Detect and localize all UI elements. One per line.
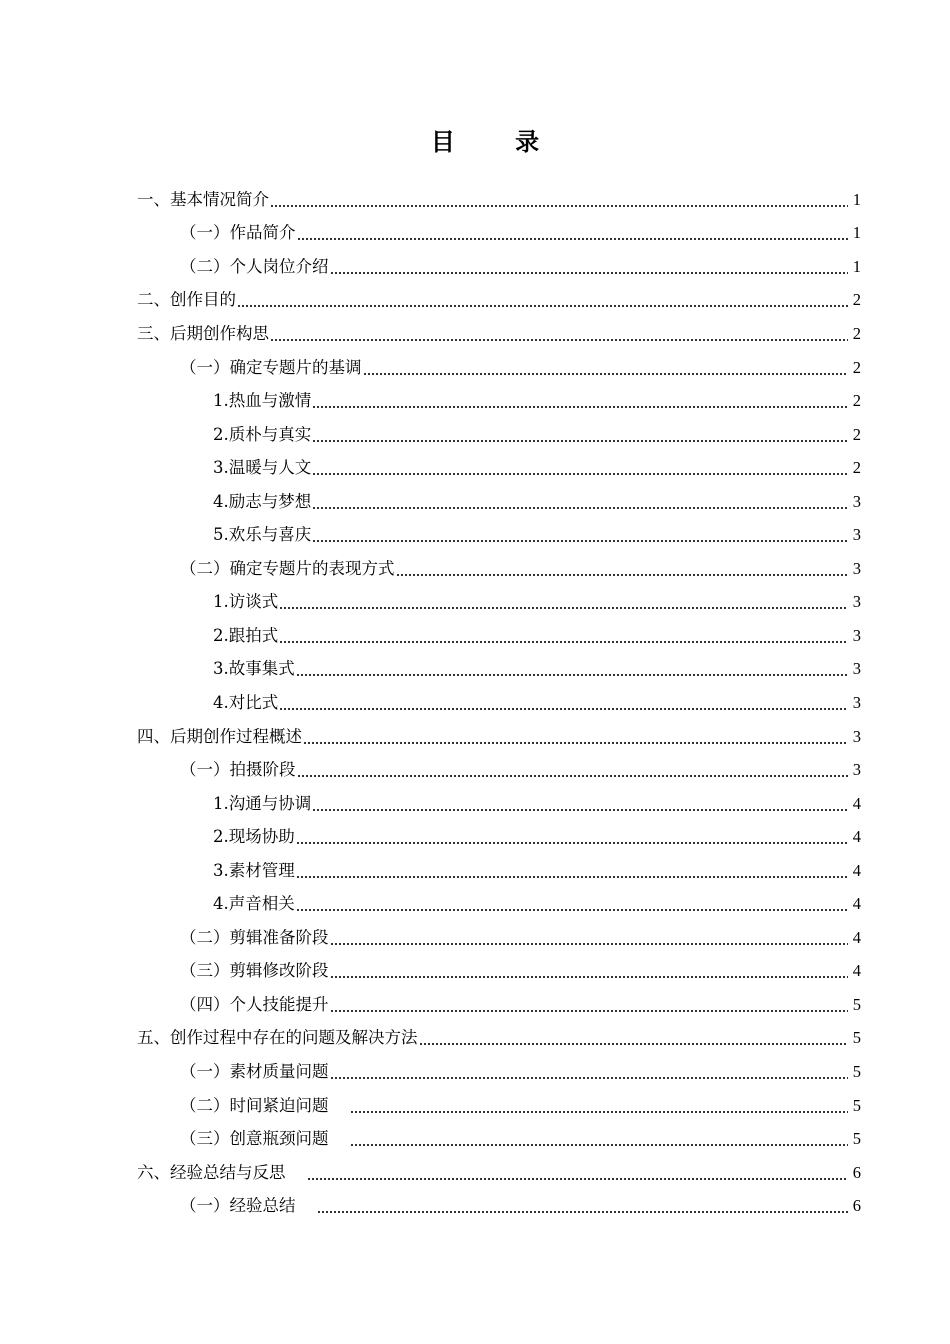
toc-dot-leader — [312, 540, 848, 542]
toc-entry[interactable] — [0, 1022, 950, 1056]
toc-dot-leader — [297, 775, 849, 777]
toc-dot-leader — [350, 1111, 849, 1113]
toc-dot-leader — [317, 1211, 849, 1213]
toc-page-number: 5 — [852, 1028, 861, 1048]
toc-entry-title: 3.故事集式 — [213, 659, 295, 679]
toc-entry-title: （一）素材质量问题 — [180, 1061, 329, 1081]
toc-entry-title: 2.跟拍式 — [213, 625, 279, 645]
toc-entry[interactable] — [0, 921, 950, 955]
toc-page-number: 4 — [852, 827, 861, 847]
toc-entry-title: （三）剪辑修改阶段 — [180, 961, 329, 981]
toc-dot-leader — [312, 406, 848, 408]
toc-dot-leader — [296, 842, 848, 844]
toc-entry[interactable] — [0, 418, 950, 452]
toc-entry[interactable] — [0, 787, 950, 821]
toc-dot-leader — [279, 641, 848, 643]
toc-entry-title: 一、基本情况简介 — [137, 189, 269, 209]
toc-entry[interactable] — [0, 1189, 950, 1223]
toc-entry-title: 六、经验总结与反思 — [137, 1162, 286, 1182]
toc-dot-leader — [312, 440, 848, 442]
toc-page-number: 2 — [852, 458, 861, 478]
toc-entry-title: 3.温暖与人文 — [213, 458, 312, 478]
toc-entry[interactable] — [0, 955, 950, 989]
toc-page-number: 6 — [852, 1196, 861, 1216]
toc-entry[interactable] — [0, 351, 950, 385]
toc-page-number: 3 — [852, 659, 861, 679]
toc-page-number: 4 — [852, 894, 861, 914]
toc-entry[interactable] — [0, 1122, 950, 1156]
toc-entry-title: 4.声音相关 — [213, 894, 295, 914]
toc-page-number: 2 — [852, 424, 861, 444]
toc-entry-title: （一）作品简介 — [180, 223, 296, 243]
toc-entry[interactable] — [0, 753, 950, 787]
toc-dot-leader — [330, 272, 849, 274]
toc-dot-leader — [312, 809, 848, 811]
toc-entry-title: （一）拍摄阶段 — [180, 760, 296, 780]
toc-page-number: 4 — [852, 793, 861, 813]
toc-entry[interactable] — [0, 1089, 950, 1123]
toc-entry-title: （二）时间紧迫问题 — [180, 1095, 329, 1115]
toc-page-number: 5 — [852, 994, 861, 1014]
toc-page-number: 5 — [852, 1061, 861, 1081]
toc-page-number: 2 — [852, 357, 861, 377]
toc-dot-leader — [303, 742, 848, 744]
toc-page-number: 2 — [852, 323, 861, 343]
table-of-contents — [0, 183, 950, 1223]
toc-entry-title: 二、创作目的 — [137, 290, 236, 310]
toc-page-number: 3 — [852, 625, 861, 645]
toc-dot-leader — [330, 943, 849, 945]
toc-entry[interactable] — [0, 820, 950, 854]
toc-page-number: 3 — [852, 558, 861, 578]
toc-dot-leader — [350, 1144, 849, 1146]
toc-entry[interactable] — [0, 217, 950, 251]
toc-page-number: 3 — [852, 592, 861, 612]
toc-entry-title: 2.现场协助 — [213, 827, 295, 847]
toc-entry-title: （一）确定专题片的基调 — [180, 357, 362, 377]
toc-entry-title: 3.素材管理 — [213, 860, 295, 880]
toc-entry[interactable] — [0, 384, 950, 418]
toc-page-number: 3 — [852, 760, 861, 780]
toc-dot-leader — [363, 373, 849, 375]
toc-page-number: 3 — [852, 692, 861, 712]
toc-page-number: 3 — [852, 525, 861, 545]
toc-entry[interactable] — [0, 720, 950, 754]
toc-entry[interactable] — [0, 686, 950, 720]
toc-entry-title: 5.欢乐与喜庆 — [213, 525, 312, 545]
toc-entry[interactable] — [0, 653, 950, 687]
toc-page-number: 2 — [852, 290, 861, 310]
toc-entry[interactable] — [0, 518, 950, 552]
toc-dot-leader — [419, 1043, 849, 1045]
toc-entry[interactable] — [0, 284, 950, 318]
toc-dot-leader — [279, 607, 848, 609]
toc-entry[interactable] — [0, 887, 950, 921]
toc-entry-title: 1.热血与激情 — [213, 391, 312, 411]
toc-entry[interactable] — [0, 451, 950, 485]
toc-entry-title: （四）个人技能提升 — [180, 994, 329, 1014]
toc-entry-title: 四、后期创作过程概述 — [137, 726, 302, 746]
toc-entry[interactable] — [0, 317, 950, 351]
toc-dot-leader — [296, 674, 848, 676]
toc-page-number: 1 — [852, 256, 861, 276]
toc-entry-title: 2.质朴与真实 — [213, 424, 312, 444]
toc-dot-leader — [270, 205, 848, 207]
toc-dot-leader — [330, 1077, 849, 1079]
toc-entry[interactable] — [0, 586, 950, 620]
toc-entry-title: （一）经验总结 — [180, 1196, 296, 1216]
toc-page-number: 4 — [852, 860, 861, 880]
toc-dot-leader — [237, 305, 848, 307]
toc-page-number: 4 — [852, 961, 861, 981]
toc-dot-leader — [330, 1010, 849, 1012]
toc-page-number: 3 — [852, 491, 861, 511]
toc-dot-leader — [297, 238, 849, 240]
toc-dot-leader — [330, 976, 849, 978]
toc-entry-title: （三）创意瓶颈问题 — [180, 1129, 329, 1149]
toc-title: 目 录 — [430, 127, 566, 156]
toc-entry[interactable] — [0, 250, 950, 284]
toc-entry-title: （二）剪辑准备阶段 — [180, 927, 329, 947]
toc-entry[interactable] — [0, 552, 950, 586]
toc-entry-title: 1.沟通与协调 — [213, 793, 312, 813]
toc-entry-title: （二）确定专题片的表现方式 — [180, 558, 395, 578]
toc-entry[interactable] — [0, 988, 950, 1022]
toc-dot-leader — [307, 1178, 849, 1180]
toc-entry[interactable] — [0, 1055, 950, 1089]
toc-entry-title: 五、创作过程中存在的问题及解决方法 — [137, 1028, 418, 1048]
toc-page-number: 1 — [852, 189, 861, 209]
toc-page-number: 5 — [852, 1129, 861, 1149]
toc-page-number: 4 — [852, 927, 861, 947]
toc-entry-title: （二）个人岗位介绍 — [180, 256, 329, 276]
toc-entry[interactable] — [0, 1156, 950, 1190]
toc-dot-leader — [270, 339, 848, 341]
toc-page-number: 3 — [852, 726, 861, 746]
toc-entry-title: 三、后期创作构思 — [137, 323, 269, 343]
toc-page-number: 1 — [852, 223, 861, 243]
toc-entry[interactable] — [0, 485, 950, 519]
toc-entry[interactable] — [0, 619, 950, 653]
toc-dot-leader — [312, 507, 848, 509]
toc-entry-title: 4.励志与梦想 — [213, 491, 312, 511]
toc-dot-leader — [312, 473, 848, 475]
toc-dot-leader — [296, 909, 848, 911]
toc-entry-title: 4.对比式 — [213, 692, 279, 712]
toc-dot-leader — [396, 574, 849, 576]
toc-dot-leader — [279, 708, 848, 710]
toc-entry-title: 1.访谈式 — [213, 592, 279, 612]
toc-dot-leader — [296, 876, 848, 878]
toc-entry[interactable] — [0, 854, 950, 888]
toc-page-number: 5 — [852, 1095, 861, 1115]
toc-entry[interactable] — [0, 183, 950, 217]
toc-page-number: 6 — [852, 1162, 861, 1182]
toc-page-number: 2 — [852, 391, 861, 411]
